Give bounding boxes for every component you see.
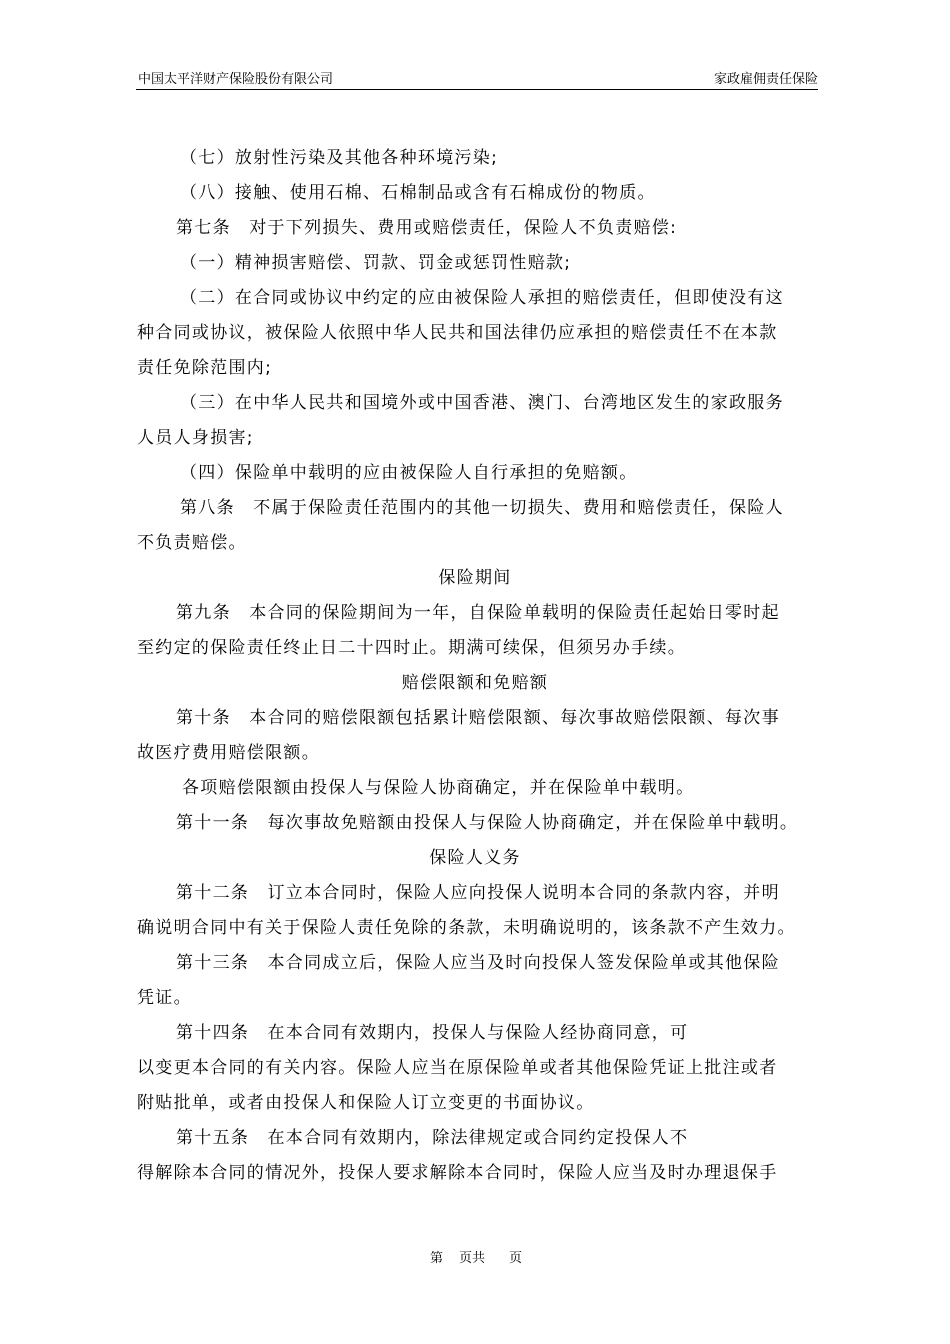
footer-total-label: 页共	[459, 1251, 486, 1266]
header-product: 家政雇佣责任保险	[713, 72, 818, 87]
footer-end-label: 页	[509, 1251, 523, 1266]
section-heading: 保险期间	[438, 568, 512, 588]
header-divider	[136, 89, 818, 90]
header-company: 中国太平洋财产保险股份有限公司	[138, 72, 334, 87]
footer-page-label: 第	[430, 1251, 444, 1266]
section-heading: 保险人义务	[429, 848, 521, 868]
section-heading: 赔偿限额和免赔额	[401, 673, 549, 693]
